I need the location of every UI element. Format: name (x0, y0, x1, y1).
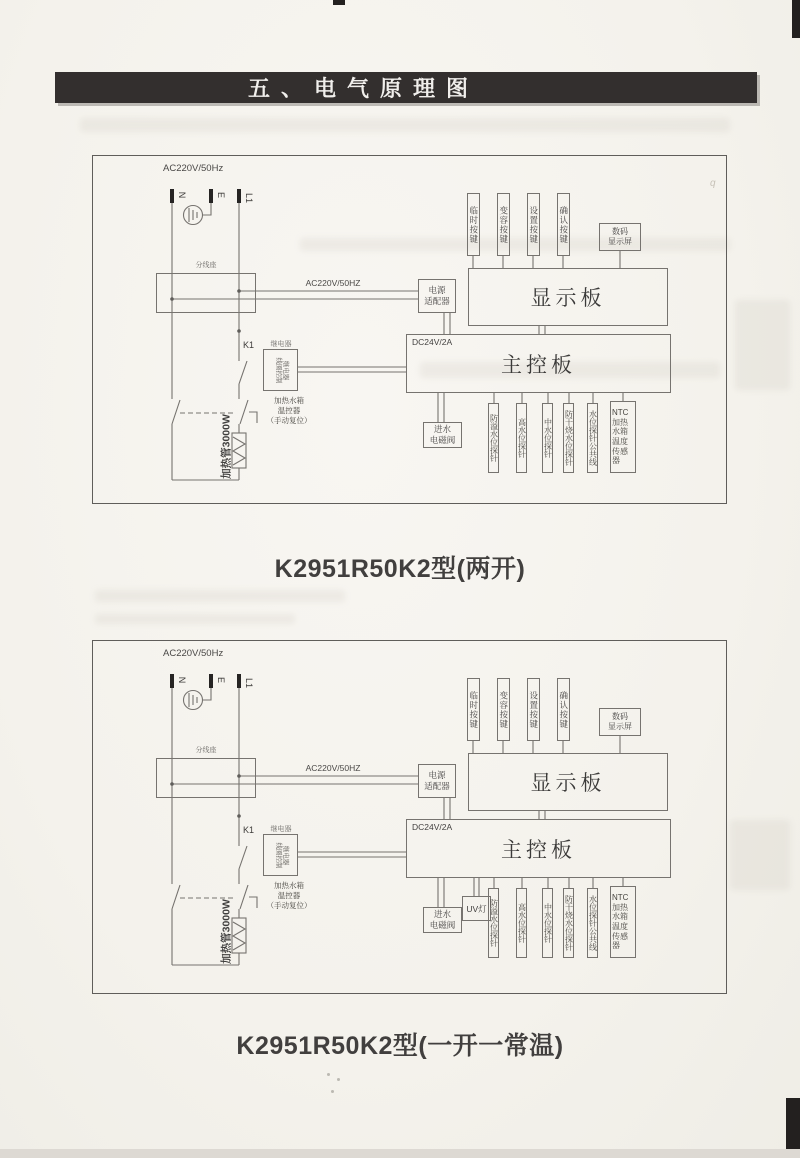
mid-level-probe-box (542, 403, 553, 473)
plug-pin-e (209, 189, 213, 203)
power-adapter-label: 适配器 (424, 296, 450, 306)
display-board-label: 显示板 (530, 772, 606, 795)
scan-smudge (730, 820, 790, 890)
ntc-sensor-box (610, 886, 636, 958)
ac-line-label: AC220V/50HZ (305, 278, 361, 288)
ground-symbol-bars (189, 208, 197, 222)
overflow-probe-label: 防溢水位探针 (489, 414, 499, 462)
dry-burn-probe-label: 防干烧水位探针 (564, 410, 574, 466)
thermostat-line: （手动复位） (266, 901, 312, 911)
capacity-button-label: 变容按键 (498, 205, 509, 244)
scan-smudge (80, 118, 730, 132)
overflow-probe-box (488, 403, 499, 473)
relay-inner-label (274, 835, 289, 876)
relay-inner-line: 继电器 (281, 845, 289, 866)
high-level-probe-box (516, 888, 527, 958)
figure-title-2: K2951R50K2型(一开一常温) (236, 1032, 564, 1060)
scan-bottom-strip (0, 1149, 800, 1158)
mid-level-probe-box (542, 888, 553, 958)
relay-to-main-wires (298, 367, 406, 372)
confirm-button-box (557, 678, 570, 741)
junction-block-label: 分线座 (195, 747, 217, 754)
main-board-label: 主控板 (501, 353, 576, 377)
valve-wires (438, 878, 444, 907)
scan-smudge (95, 614, 295, 624)
heater-resistor-zigzag (233, 437, 245, 465)
display-to-main-wires (539, 326, 545, 334)
set-button-box (527, 193, 540, 256)
heater-label: 加热管3000W (220, 414, 233, 479)
display-board-box (468, 753, 668, 811)
pin-label-n: N (177, 676, 187, 684)
relay-label: 继电器 (270, 341, 292, 348)
section-banner (55, 72, 757, 103)
plug-pin-n (170, 189, 174, 203)
dc-line-label: DC24V/2A (412, 822, 453, 832)
high-level-probe-label: 高水位探针 (517, 903, 527, 943)
uv-lamp-box (462, 896, 491, 921)
high-level-probe-label: 高水位探针 (517, 418, 527, 458)
power-adapter-label: 电源 (428, 770, 446, 781)
set-button-label: 设置按键 (528, 690, 539, 729)
scan-noise: q (710, 178, 716, 189)
overflow-probe-box (488, 888, 499, 958)
diagram-two-heater (92, 155, 727, 504)
dry-burn-probe-box (563, 403, 574, 473)
relay-label: 继电器 (270, 826, 292, 833)
set-button-label: 设置按键 (528, 205, 539, 244)
temp-button-label: 临时按键 (468, 690, 479, 729)
junction-block-label: 分线座 (195, 262, 217, 269)
k1-label: K1 (243, 340, 255, 350)
uv-lamp-label: UV灯 (466, 903, 487, 914)
probe-common-box (587, 888, 598, 958)
thermostat-label (254, 396, 324, 426)
thermostat-line: 加热水箱 (274, 396, 304, 405)
button-wires (473, 736, 620, 753)
capacity-button-box (497, 678, 510, 741)
temp-button-label: 临时按键 (468, 205, 479, 244)
power-adapter-label: 电源 (428, 285, 446, 296)
power-adapter-label: 适配器 (424, 781, 450, 791)
diagram-one-heater (92, 640, 727, 994)
neutral-wire (172, 688, 180, 965)
thermostat-line: 温控器 (277, 406, 301, 416)
relay-inner-label (274, 350, 289, 391)
pin-label-l1: L1 (244, 192, 254, 203)
scan-noise (337, 1078, 340, 1081)
scan-noise (327, 1073, 330, 1076)
overflow-probe-label: 防溢水位探针 (489, 899, 499, 947)
earth-wire (203, 688, 211, 700)
ntc-sensor-box (610, 401, 636, 473)
probe-common-box (587, 403, 598, 473)
capacity-button-label: 变容按键 (498, 690, 509, 729)
uv-lamp-wires (474, 878, 479, 896)
plug-pin-n (170, 674, 174, 688)
set-button-box (527, 678, 540, 741)
digital-display-label: 显示屏 (608, 237, 632, 246)
inlet-valve-box (423, 907, 462, 933)
scan-smudge (735, 300, 790, 390)
junction-dot (237, 814, 241, 818)
ac-input-label: AC220V/50Hz (163, 163, 224, 174)
temp-button-box (467, 193, 480, 256)
inlet-valve-label: 电磁阀 (429, 435, 456, 445)
plug-pin-l1 (237, 189, 241, 203)
k1-label: K1 (243, 825, 255, 835)
relay-inner-line: 继电器 (281, 360, 289, 381)
thermostat-label (254, 881, 324, 911)
ntc-sensor-label: NTC加热水箱温度传感器 (612, 893, 629, 951)
inlet-valve-label: 进水 (433, 424, 451, 435)
digital-display-box (599, 708, 641, 736)
ac-line-label: AC220V/50HZ (305, 763, 361, 773)
probe-common-label: 水位探针公共线 (588, 410, 598, 466)
pin-label-e: E (216, 676, 226, 683)
section-title: 五、电气原理图 (247, 76, 479, 101)
confirm-button-label: 确认按键 (558, 690, 569, 729)
thermostat-line: 温控器 (277, 891, 301, 901)
capacity-button-box (497, 193, 510, 256)
display-board-box (468, 268, 668, 326)
power-adapter-box (418, 279, 456, 313)
probe-wires (494, 878, 623, 888)
relay-inner-line: 线圈控制 (274, 357, 282, 384)
main-board-label: 主控板 (501, 838, 576, 862)
junction-block (156, 273, 256, 313)
power-adapter-box (418, 764, 456, 798)
scan-edge-mark (792, 0, 800, 38)
valve-wires (438, 393, 444, 422)
main-board-box (406, 334, 671, 393)
relay-to-main-wires (298, 852, 406, 857)
confirm-button-box (557, 193, 570, 256)
pin-label-l1: L1 (244, 677, 254, 688)
high-level-probe-box (516, 403, 527, 473)
digital-display-box (599, 223, 641, 251)
relay-inner-line: 线圈控制 (274, 842, 282, 869)
probe-common-label: 水位探针公共线 (588, 895, 598, 951)
scan-edge-mark (333, 0, 345, 5)
dry-burn-probe-label: 防干烧水位探针 (564, 895, 574, 951)
thermostat-line: 加热水箱 (274, 881, 304, 890)
mid-level-probe-label: 中水位探针 (543, 418, 553, 458)
display-board-label: 显示板 (530, 287, 606, 310)
dry-burn-probe-box (563, 888, 574, 958)
junction-dot (237, 329, 241, 333)
heater-resistor-zigzag (233, 922, 245, 950)
digital-display-label: 数码 (612, 711, 628, 721)
inlet-valve-label: 电磁阀 (429, 920, 456, 930)
earth-wire (203, 203, 211, 215)
confirm-button-label: 确认按键 (558, 205, 569, 244)
temp-button-box (467, 678, 480, 741)
scan-smudge (95, 590, 345, 602)
inlet-valve-label: 进水 (433, 909, 451, 920)
plug-pin-e (209, 674, 213, 688)
adapter-to-main-wires (444, 313, 450, 334)
scan-noise (331, 1090, 334, 1093)
ntc-sensor-label: NTC加热水箱温度传感器 (612, 408, 629, 466)
neutral-wire (172, 203, 180, 480)
digital-display-label: 数码 (612, 226, 628, 236)
pin-label-n: N (177, 191, 187, 199)
pin-label-e: E (216, 191, 226, 198)
mid-level-probe-label: 中水位探针 (543, 903, 553, 943)
thermostat-line: （手动复位） (266, 416, 312, 426)
main-board-box (406, 819, 671, 878)
probe-wires (494, 393, 623, 403)
plug-pin-l1 (237, 674, 241, 688)
ac-input-label: AC220V/50Hz (163, 648, 224, 659)
ground-symbol-bars (189, 693, 197, 707)
heater-label: 加热管3000W (220, 899, 233, 964)
inlet-valve-box (423, 422, 462, 448)
figure-title-1: K2951R50K2型(两开) (274, 555, 526, 583)
junction-block (156, 758, 256, 798)
button-wires (473, 251, 620, 268)
relay-box (263, 834, 298, 876)
digital-display-label: 显示屏 (608, 722, 632, 731)
dc-line-label: DC24V/2A (412, 337, 453, 347)
display-to-main-wires (539, 811, 545, 819)
relay-box (263, 349, 298, 391)
adapter-to-main-wires (444, 798, 450, 819)
